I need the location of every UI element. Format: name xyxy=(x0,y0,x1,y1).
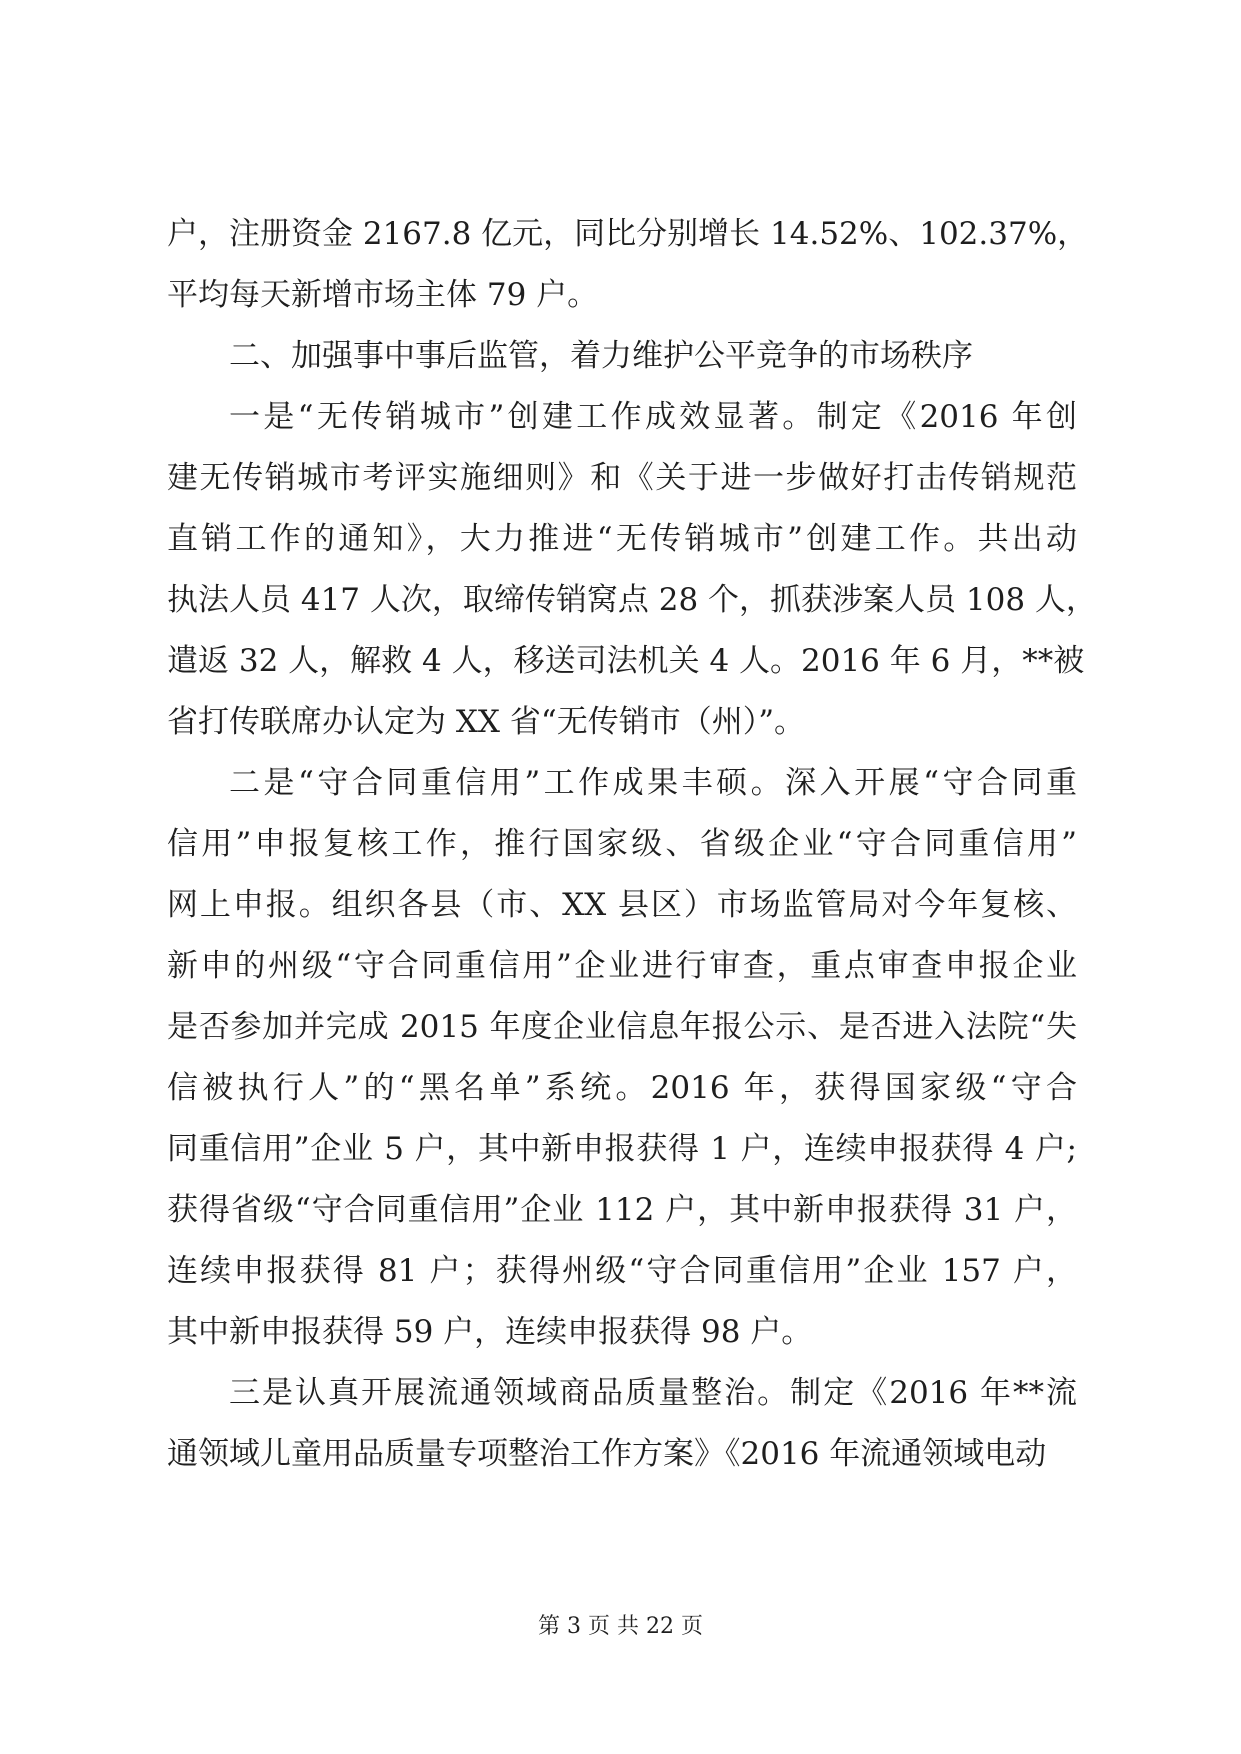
text-line: 新申的州级“守合同重信用”企业进行审查，重点审查申报企业 xyxy=(167,948,1077,984)
text-line: 其中新申报获得 59 户，连续申报获得 98 户。 xyxy=(167,1314,813,1350)
text-line: 建无传销城市考评实施细则》和《关于进一步做好打击传销规范 xyxy=(167,460,1077,496)
text-line: 信被执行人”的“黑名单”系统。2016 年，获得国家级“守合 xyxy=(167,1070,1077,1106)
text-line: 二是“守合同重信用”工作成果丰硕。深入开展“守合同重 xyxy=(229,765,1077,801)
paragraph-product-quality xyxy=(167,1363,1077,1485)
text-line: 户，注册资金 2167.8 亿元，同比分别增长 14.52%、102.37%， xyxy=(167,216,1089,252)
text-line: 网上申报。组织各县（市、XX 县区）市场监管局对今年复核、 xyxy=(167,887,1077,923)
text-line: 遣返 32 人，解救 4 人，移送司法机关 4 人。2016 年 6 月，**被 xyxy=(167,643,1085,679)
text-line: 同重信用”企业 5 户，其中新申报获得 1 户，连续申报获得 4 户; xyxy=(167,1131,1077,1167)
text-line: 三是认真开展流通领域商品质量整治。制定《2016 年**流 xyxy=(229,1375,1077,1411)
text-line: 获得省级“守合同重信用”企业 112 户，其中新申报获得 31 户， xyxy=(167,1192,1077,1228)
paragraph-anti-mlm xyxy=(167,387,1097,753)
text-line: 是否参加并完成 2015 年度企业信息年报公示、是否进入法院“失 xyxy=(167,1009,1077,1045)
text-line: 一是“无传销城市”创建工作成效显著。制定《2016 年创 xyxy=(229,399,1077,435)
text-line: 平均每天新增市场主体 79 户。 xyxy=(167,277,599,313)
text-line: 二、加强事中事后监管，着力维护公平竞争的市场秩序 xyxy=(229,338,973,374)
section-heading xyxy=(167,326,1077,387)
document-body xyxy=(167,204,1097,1485)
text-line: 信用”申报复核工作，推行国家级、省级企业“守合同重信用” xyxy=(167,826,1077,862)
paragraph-continuation xyxy=(167,204,1089,326)
text-line: 执法人员 417 人次，取缔传销窝点 28 个，抓获涉案人员 108 人， xyxy=(167,582,1097,618)
text-line: 直销工作的通知》，大力推进“无传销城市”创建工作。共出动 xyxy=(167,521,1077,557)
text-line: 省打传联席办认定为 XX 省“无传销市（州）”。 xyxy=(167,704,806,740)
text-line: 通领域儿童用品质量专项整治工作方案》《2016 年流通领域电动 xyxy=(167,1436,1047,1472)
paragraph-contract-credit xyxy=(167,753,1077,1363)
page-footer: 第 3 页 共 22 页 xyxy=(538,1614,703,1639)
text-line: 连续申报获得 81 户；获得州级“守合同重信用”企业 157 户， xyxy=(167,1253,1077,1289)
